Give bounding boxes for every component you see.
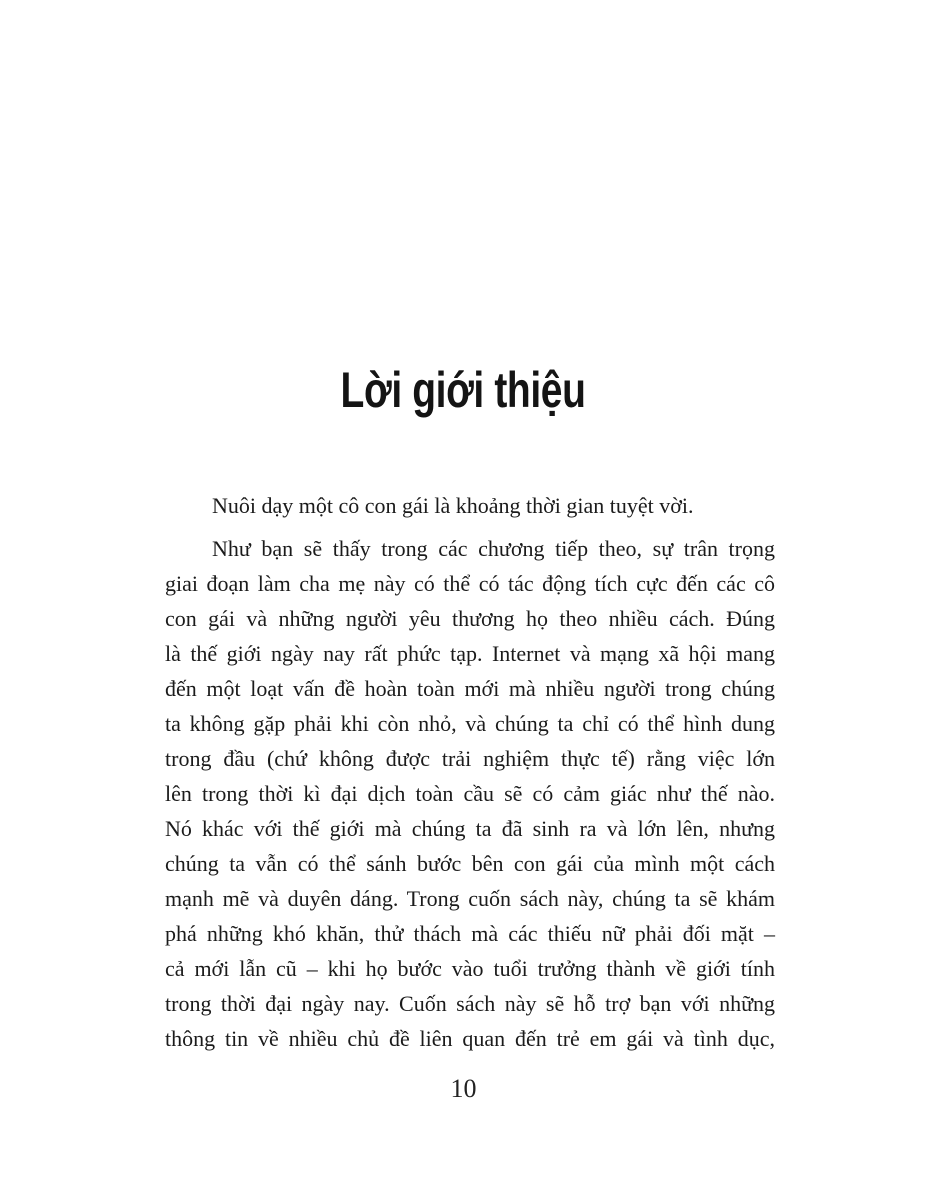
page-title <box>0 362 927 418</box>
text-line: lên trong thời kì đại dịch toàn cầu sẽ có cảm giác như thế nào. <box>165 781 775 806</box>
paragraph-intro <box>165 488 775 523</box>
text-line: giai đoạn làm cha mẹ này có thể có tác động tích cực đến các cô <box>165 571 775 596</box>
text-line: là thế giới ngày nay rất phức tạp. Internet và mạng xã hội mang <box>165 641 775 666</box>
paragraph-main <box>165 531 775 1056</box>
text-line: Nuôi dạy một cô con gái là khoảng thời gian tuyệt vời. <box>212 493 694 518</box>
page-number: 10 <box>450 1074 477 1103</box>
text-line: Như bạn sẽ thấy trong các chương tiếp theo, sự trân trọng <box>212 536 775 561</box>
text-line: Nó khác với thế giới mà chúng ta đã sinh ra và lớn lên, nhưng <box>165 816 775 841</box>
text-line: trong đầu (chứ không được trải nghiệm thực tế) rằng việc lớn <box>165 746 775 771</box>
text-line: thông tin về nhiều chủ đề liên quan đến trẻ em gái và tình dục, <box>165 1026 775 1051</box>
text-line: chúng ta vẫn có thể sánh bước bên con gái của mình một cách <box>165 851 775 876</box>
page-title-text: Lời giới thiệu <box>341 362 586 418</box>
text-line: trong thời đại ngày nay. Cuốn sách này sẽ hỗ trợ bạn với những <box>165 991 775 1016</box>
text-line: ta không gặp phải khi còn nhỏ, và chúng ta chỉ có thể hình dung <box>165 711 775 736</box>
text-line: đến một loạt vấn đề hoàn toàn mới mà nhiều người trong chúng <box>165 676 775 701</box>
text-line: con gái và những người yêu thương họ theo nhiều cách. Đúng <box>165 606 775 631</box>
text-line: cả mới lẫn cũ – khi họ bước vào tuổi trưởng thành về giới tính <box>165 956 775 981</box>
text-line: mạnh mẽ và duyên dáng. Trong cuốn sách này, chúng ta sẽ khám <box>165 886 775 911</box>
text-line: phá những khó khăn, thử thách mà các thiếu nữ phải đối mặt – <box>165 921 775 946</box>
body-text <box>165 488 775 1056</box>
